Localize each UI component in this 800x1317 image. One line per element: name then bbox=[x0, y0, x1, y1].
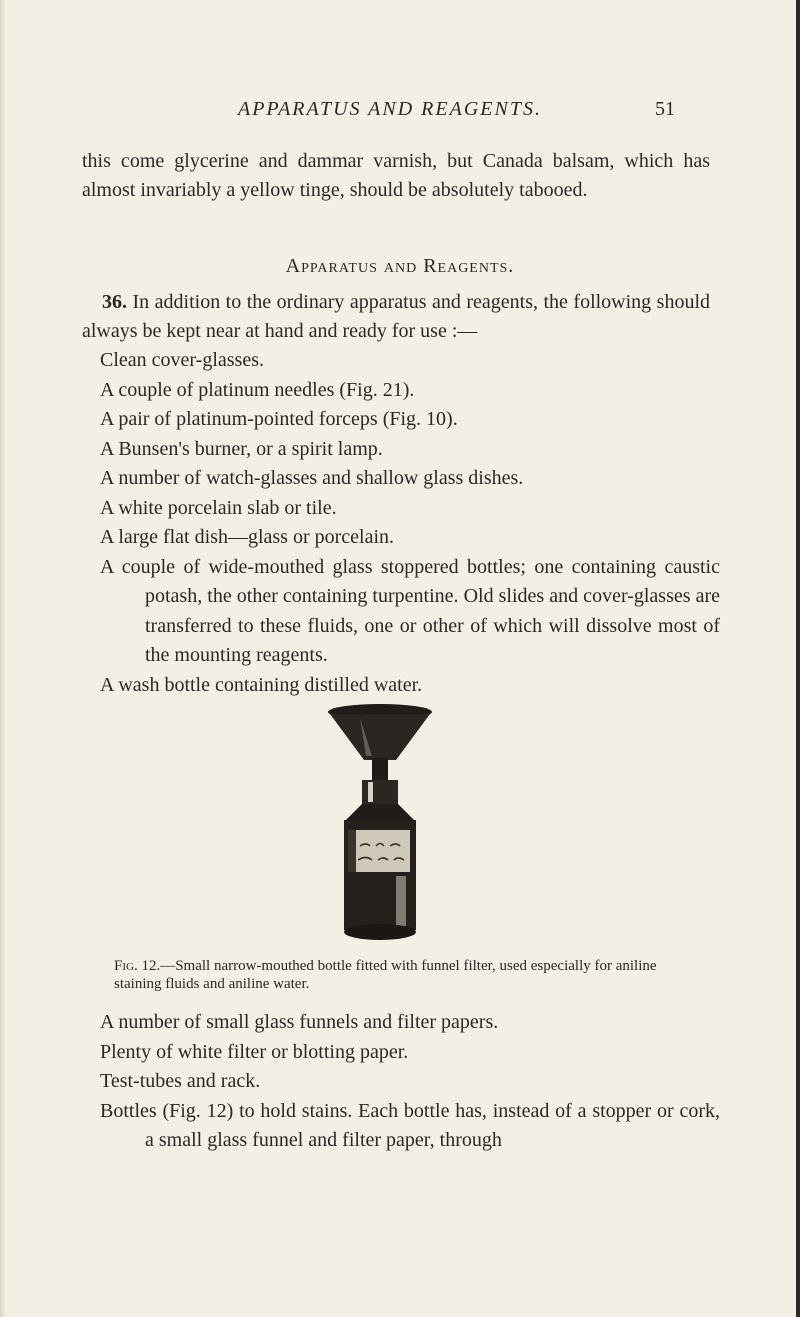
list-item: Clean cover-glasses. bbox=[100, 349, 264, 371]
running-head: APPARATUS AND REAGENTS. bbox=[238, 98, 542, 120]
bottle-label bbox=[348, 830, 410, 872]
page-right-edge bbox=[796, 0, 800, 1317]
list-item: A Bunsen's burner, or a spirit lamp. bbox=[100, 437, 383, 460]
list-item: A couple of wide-mouthed glass stoppered bottles; one containing caustic potash, the other containing turpentine. Old slides and cover-glasses are transferred to these fluids, one or other of which will dissolve most of the mounting reagents. bbox=[100, 555, 720, 666]
paragraph-number: 36. bbox=[102, 291, 127, 313]
list-item: A number of watch-glasses and shallow glass dishes. bbox=[100, 467, 524, 489]
section-paragraph bbox=[82, 288, 710, 346]
bottle-neck bbox=[362, 780, 398, 804]
figure-caption bbox=[102, 957, 702, 993]
list-item: A white porcelain slab or tile. bbox=[100, 496, 337, 519]
list-item: A large flat dish—glass or porcelain. bbox=[100, 526, 395, 548]
funnel-cone bbox=[330, 714, 430, 760]
apparatus-list bbox=[100, 346, 720, 700]
list-item: Bottles (Fig. 12) to hold stains. Each bottle has, instead of a stopper or cork, a small glass funnel and filter paper, through bbox=[100, 1099, 720, 1151]
bottle-funnel-figure bbox=[300, 700, 460, 950]
paragraph-text: In addition to the ordinary apparatus and reagents, the following should always be kept near at hand and ready for use :— bbox=[82, 291, 711, 342]
list-item: A pair of platinum-pointed forceps (Fig. 10). bbox=[100, 408, 458, 430]
apparatus-list-continued bbox=[100, 1008, 720, 1156]
list-item: Plenty of white filter or blotting paper. bbox=[100, 1040, 409, 1063]
section-title: Apparatus and Reagents. bbox=[285, 255, 515, 277]
list-item: A number of small glass funnels and filter papers. bbox=[100, 1011, 499, 1033]
page-left-edge bbox=[0, 0, 6, 1317]
page-number: 51 bbox=[655, 98, 675, 120]
figure-caption-text: —Small narrow-mouthed bottle fitted with funnel filter, used especially for aniline staining fluids and aniline water. bbox=[114, 958, 657, 992]
list-item: A wash bottle containing distilled water. bbox=[100, 673, 423, 696]
figure-label: Fig. 12. bbox=[114, 958, 161, 974]
bottle-base bbox=[344, 924, 416, 940]
bottle-shoulder bbox=[346, 804, 414, 820]
intro-paragraph: this come glycerine and dammar varnish, but Canada balsam, which has almost invariably a yellow tinge, should be absolutely tabooed. bbox=[82, 150, 710, 201]
list-item: A couple of platinum needles (Fig. 21). bbox=[100, 378, 415, 401]
list-item: Test-tubes and rack. bbox=[100, 1070, 261, 1092]
